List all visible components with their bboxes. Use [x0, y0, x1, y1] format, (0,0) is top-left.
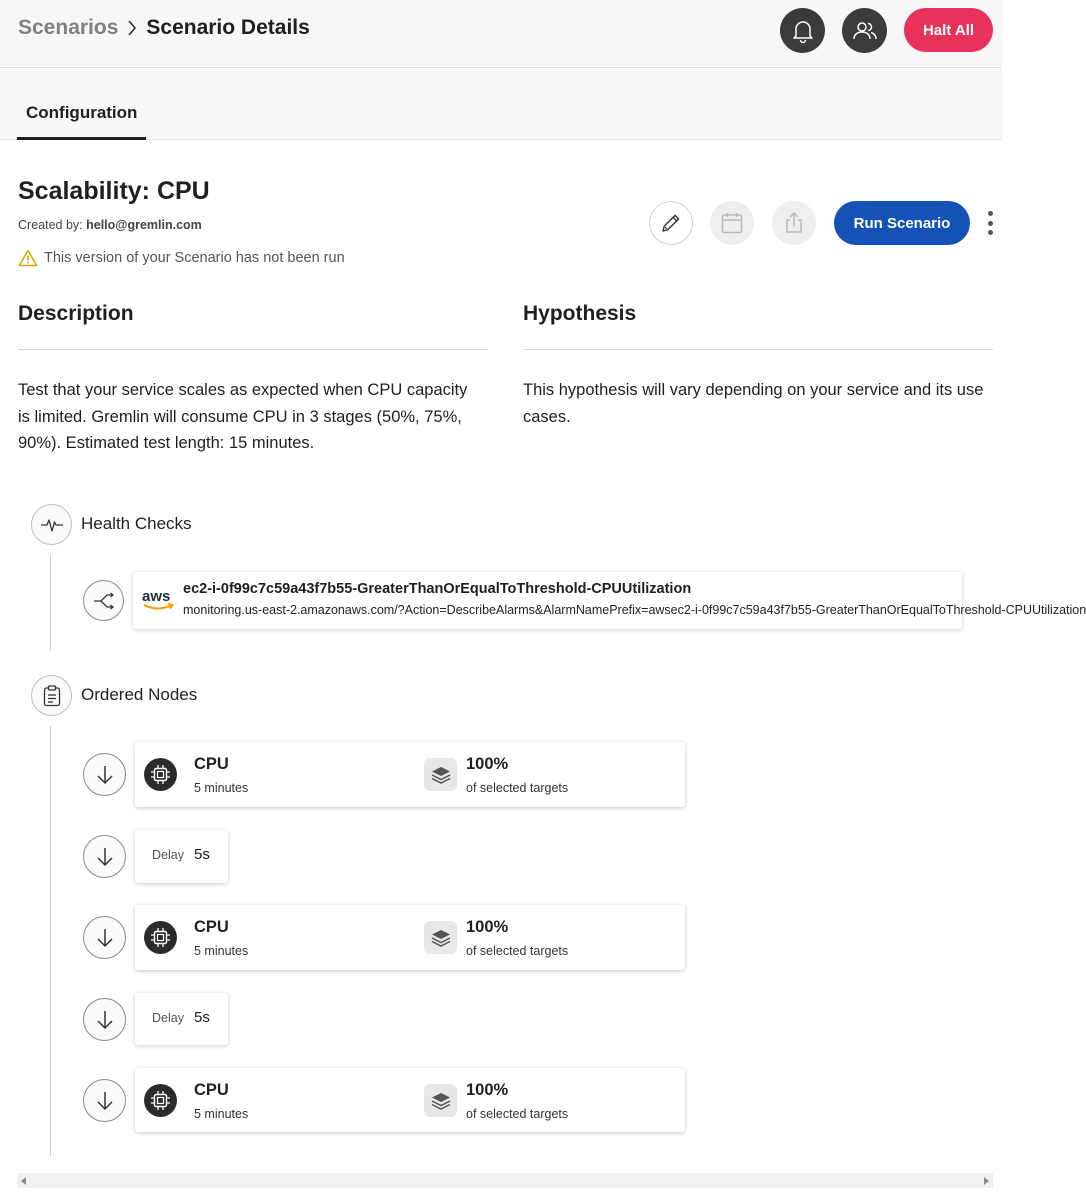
run-scenario-button[interactable]: Run Scenario — [834, 201, 970, 245]
created-by-email: hello@gremlin.com — [86, 218, 202, 232]
arrow-down-icon — [96, 927, 114, 949]
node-percent-label: of selected targets — [466, 944, 569, 958]
horizontal-scrollbar[interactable] — [17, 1173, 993, 1188]
health-checks-stage-icon — [31, 504, 72, 545]
ordered-nodes-line — [50, 726, 51, 1156]
attack-node-card[interactable] — [135, 1068, 685, 1132]
node-duration: 5 minutes — [194, 1107, 249, 1121]
scroll-right-icon[interactable] — [984, 1177, 989, 1185]
tab-bar — [0, 69, 1002, 140]
top-bar — [0, 0, 1002, 68]
arrow-down-icon — [96, 1009, 114, 1031]
team-button[interactable] — [842, 8, 887, 53]
description-divider — [18, 349, 488, 350]
calendar-icon — [720, 211, 744, 235]
node-name: CPU — [194, 918, 229, 936]
description-text: Test that your service scales as expected when CPU capacity is limited. Gremlin will consume CPU in 3 stages (50%, 75%, 90%). Estimated test length: 15 minutes. — [18, 381, 468, 452]
health-checks-label: Health Checks — [81, 514, 192, 533]
delay-node-card[interactable] — [135, 993, 228, 1045]
arrow-down-icon — [96, 1090, 114, 1112]
node-name: CPU — [194, 1081, 229, 1099]
health-check-connector — [83, 580, 124, 621]
scroll-left-icon[interactable] — [21, 1177, 26, 1185]
page-title: Scalability: CPU — [18, 177, 210, 205]
node-duration: 5 minutes — [194, 781, 249, 795]
description-heading: Description — [18, 302, 134, 325]
breadcrumb-current: Scenario Details — [146, 16, 310, 39]
bell-icon — [792, 19, 814, 43]
cpu-icon — [144, 1084, 177, 1117]
node-step-arrow — [83, 916, 126, 959]
created-by — [18, 218, 202, 232]
clipboard-icon — [43, 685, 61, 707]
node-percent-label: of selected targets — [466, 1107, 569, 1121]
node-step-arrow — [83, 1079, 126, 1122]
health-check-card[interactable] — [133, 572, 1086, 629]
svg-text:aws: aws — [142, 588, 171, 605]
node-step-arrow — [83, 753, 126, 796]
created-by-label: Created by: — [18, 218, 83, 232]
node-step-arrow — [83, 835, 126, 878]
ordered-nodes-stage-icon — [31, 675, 72, 716]
notifications-button[interactable] — [780, 8, 825, 53]
node-name: CPU — [194, 755, 229, 773]
not-run-warning — [18, 249, 345, 267]
node-percent-label: of selected targets — [466, 781, 569, 795]
delay-value: 5s — [194, 846, 210, 863]
delay-value: 5s — [194, 1009, 210, 1026]
health-check-name: ec2-i-0f99c7c59a43f7b55-GreaterThanOrEqualToThreshold-CPUUtilization — [183, 581, 692, 597]
ordered-nodes-label: Ordered Nodes — [81, 685, 198, 704]
health-check-url: monitoring.us-east-2.amazonaws.com/?Action=DescribeAlarms&AlarmNamePrefix=awsec2-i-0f99c7c59a43f7b55-GreaterThanOrEqualToThreshold-CPUUtilization — [183, 603, 1086, 617]
warning-text: This version of your Scenario has not been run — [44, 250, 345, 266]
chevron-right-icon — [118, 20, 146, 36]
cpu-icon — [144, 921, 177, 954]
node-percent: 100% — [466, 1081, 509, 1099]
delay-label: Delay — [152, 1011, 184, 1025]
delay-label: Delay — [152, 848, 184, 862]
pencil-icon — [660, 212, 682, 234]
cpu-icon — [144, 758, 177, 791]
pulse-icon — [40, 516, 64, 534]
node-duration: 5 minutes — [194, 944, 249, 958]
warning-icon — [18, 249, 38, 267]
aws-logo-icon — [141, 586, 175, 614]
layers-icon — [424, 921, 457, 954]
layers-icon — [424, 1084, 457, 1117]
tab-configuration[interactable]: Configuration — [17, 103, 146, 140]
attack-node-card[interactable] — [135, 905, 685, 970]
node-percent: 100% — [466, 918, 509, 936]
breadcrumb — [18, 16, 310, 40]
share-icon — [783, 211, 805, 235]
layers-icon — [424, 758, 457, 791]
schedule-button[interactable] — [710, 201, 754, 245]
more-options-icon[interactable] — [980, 211, 1000, 235]
halt-all-button[interactable]: Halt All — [904, 8, 993, 52]
share-button[interactable] — [772, 201, 816, 245]
arrow-down-icon — [96, 846, 114, 868]
hypothesis-text: This hypothesis will vary depending on your service and its use cases. — [523, 381, 984, 426]
users-icon — [853, 21, 877, 41]
attack-node-card[interactable] — [135, 742, 685, 807]
delay-node-card[interactable] — [135, 830, 228, 883]
hypothesis-heading: Hypothesis — [523, 302, 637, 325]
arrow-down-icon — [96, 764, 114, 786]
breadcrumb-scenarios-link[interactable]: Scenarios — [18, 16, 119, 39]
hypothesis-divider — [523, 349, 993, 350]
node-percent: 100% — [466, 755, 509, 773]
branch-icon — [93, 592, 115, 610]
edit-button[interactable] — [649, 201, 693, 245]
node-step-arrow — [83, 998, 126, 1041]
health-checks-line — [50, 555, 51, 651]
